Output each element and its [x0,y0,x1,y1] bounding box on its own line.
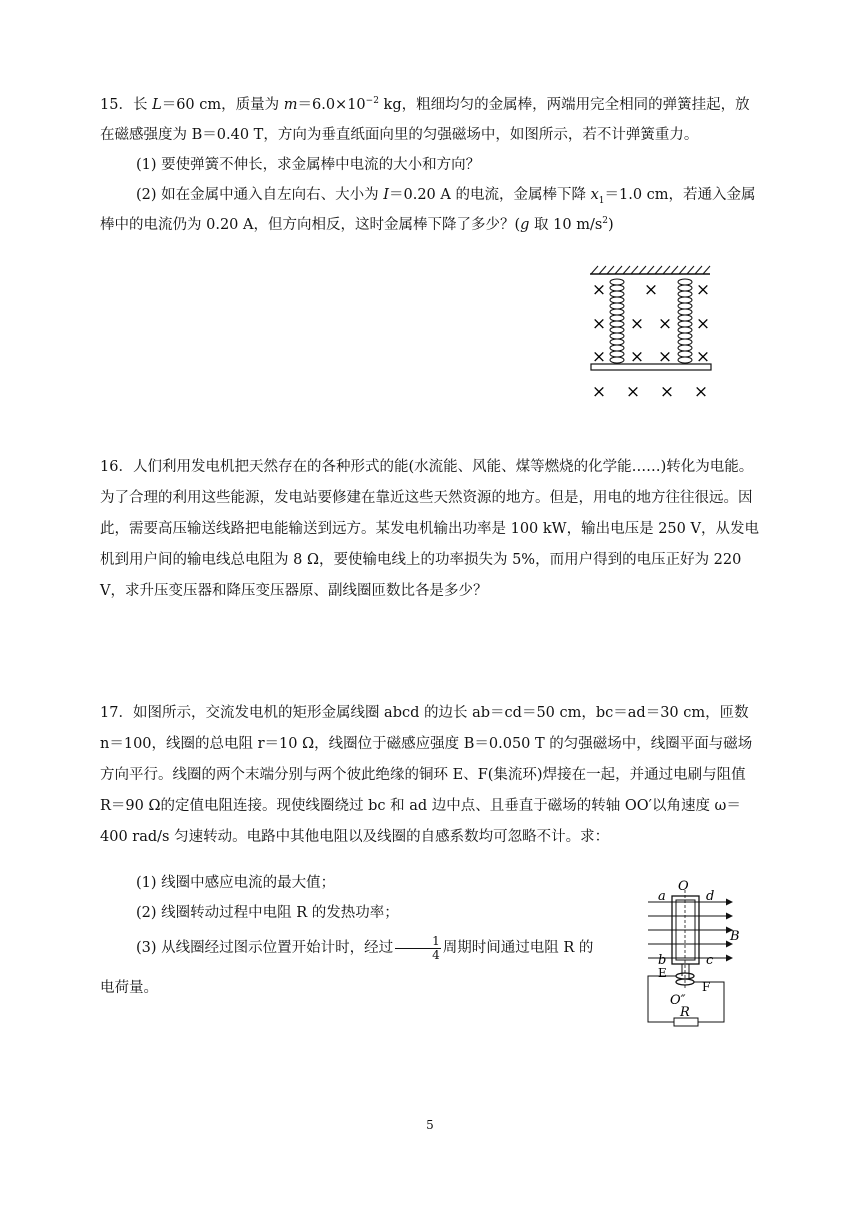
ceiling [590,266,710,274]
label-o-top: O [678,879,689,894]
field-cross: × [629,314,645,334]
label-b: b [658,953,667,968]
q16-number: 16． [100,459,133,475]
field-cross: × [625,382,641,402]
label-r: R [680,1005,690,1020]
field-cross: × [591,347,607,367]
label-d: d [706,889,715,904]
question-15 [100,90,760,240]
q17-figure [640,876,750,1032]
spring-left [610,279,624,363]
label-e: E [658,966,667,980]
q17-sub1: (1) 线圈中感应电流的最大值； [136,875,336,891]
question-16 [100,452,760,607]
q17-text: 如图所示，交流发电机的矩形金属线圈 abcd 的边长 ab＝cd＝50 cm，bc＝ad＝30 cm，匝数 n＝100，线圈的总电阻 r＝10 Ω，线圈位于磁感应强度 B＝0.050 T 的匀强磁场中，线圈平面与磁场方向平行。线圈的两个末端分别与两个彼此绝缘的铜环 E、F(集流环)焊接在一起，并通过电刷与阻值 R＝90 Ω的定值电阻连接。现使线圈绕过 bc 和 ad 边中点、且垂直于磁场的转轴 OO′以角速度 ω＝400 rad/s 匀速转动。电路中其他电阻以及线圈的自感系数均可忽略不计。求： [100,705,753,845]
field-cross: × [657,314,673,334]
field-lines [648,902,732,958]
q17-subquestions [100,868,600,1008]
q16-text: 人们利用发电机把天然存在的各种形式的能(水流能、风能、煤等燃烧的化学能……)转化为电能。为了合理的利用这些能源，发电站要修建在靠近这些天然资源的地方。但是，用电的地方往往很远。因此，需要高压输送线路把电能输送到远方。某发电机输出功率是 100 kW，输出电压是 250 V，从发电机到用户间的输电线总电阻为 8 Ω，要使输电线上的功率损失为 5%，而用户得到的电压正好为 220 V，求升压变压器和降压变压器原、副线圈匝数比各是多少？ [100,459,759,599]
q15-number: 15． [100,97,133,113]
field-cross: × [591,382,607,402]
label-a: a [658,889,666,904]
field-cross: × [591,280,607,300]
q15-stem-line1: 15．长 L＝60 cm，质量为 $m=6.0\times 10^{-2}$ kg，粗细均匀的金属棒，两端用完全相同的弹簧挂起，放 [100,96,750,113]
q15-figure [585,262,715,402]
magnetic-field-crosses [592,280,710,402]
q15-stem-line2: 在磁感强度为 B＝0.40 T，方向为垂直纸面向里的匀强磁场中，如图所示，若不计弹簧重力。 [100,127,699,143]
field-cross: × [629,347,645,367]
field-cross: × [695,314,711,334]
spring-right [678,279,692,363]
q15-sub2-line1: (2) 如在金属中通入自左向右、大小为 I＝0.20 A 的电流，金属棒下降 $x_1=1.0$ cm，若通入金属 [136,187,756,206]
field-cross: × [693,382,709,402]
field-cross: × [657,347,673,367]
label-f: F [702,980,711,994]
q17-sub3: (3) 从线圈经过图示位置开始计时，经过 $\frac{1}{4}$ 周期时间通过电阻 R 的电荷量。 [100,933,594,996]
field-cross: × [659,382,675,402]
field-cross: × [695,280,711,300]
one-quarter-fraction: $\frac{1}{4}$ [395,935,441,962]
page-number: 5 [426,1118,434,1132]
q17-number: 17． [100,705,133,721]
label-o-bottom: O″ [670,993,686,1008]
q17-sub2: (2) 线圈转动过程中电阻 R 的发热功率； [136,905,399,921]
metal-rod [591,364,711,370]
field-cross: × [591,314,607,334]
q15-sub1: (1) 要使弹簧不伸长，求金属棒中电流的大小和方向？ [136,157,481,173]
label-c: c [706,953,714,968]
field-cross: × [643,280,659,300]
q15-sub2-line2: 棒中的电流仍为 0.20 A，但方向相反，这时金属棒下降了多少？(g 取 10 $m/s^2$) [100,216,614,233]
field-cross: × [695,347,711,367]
question-17 [100,698,760,853]
label-b-field: B [730,929,740,944]
